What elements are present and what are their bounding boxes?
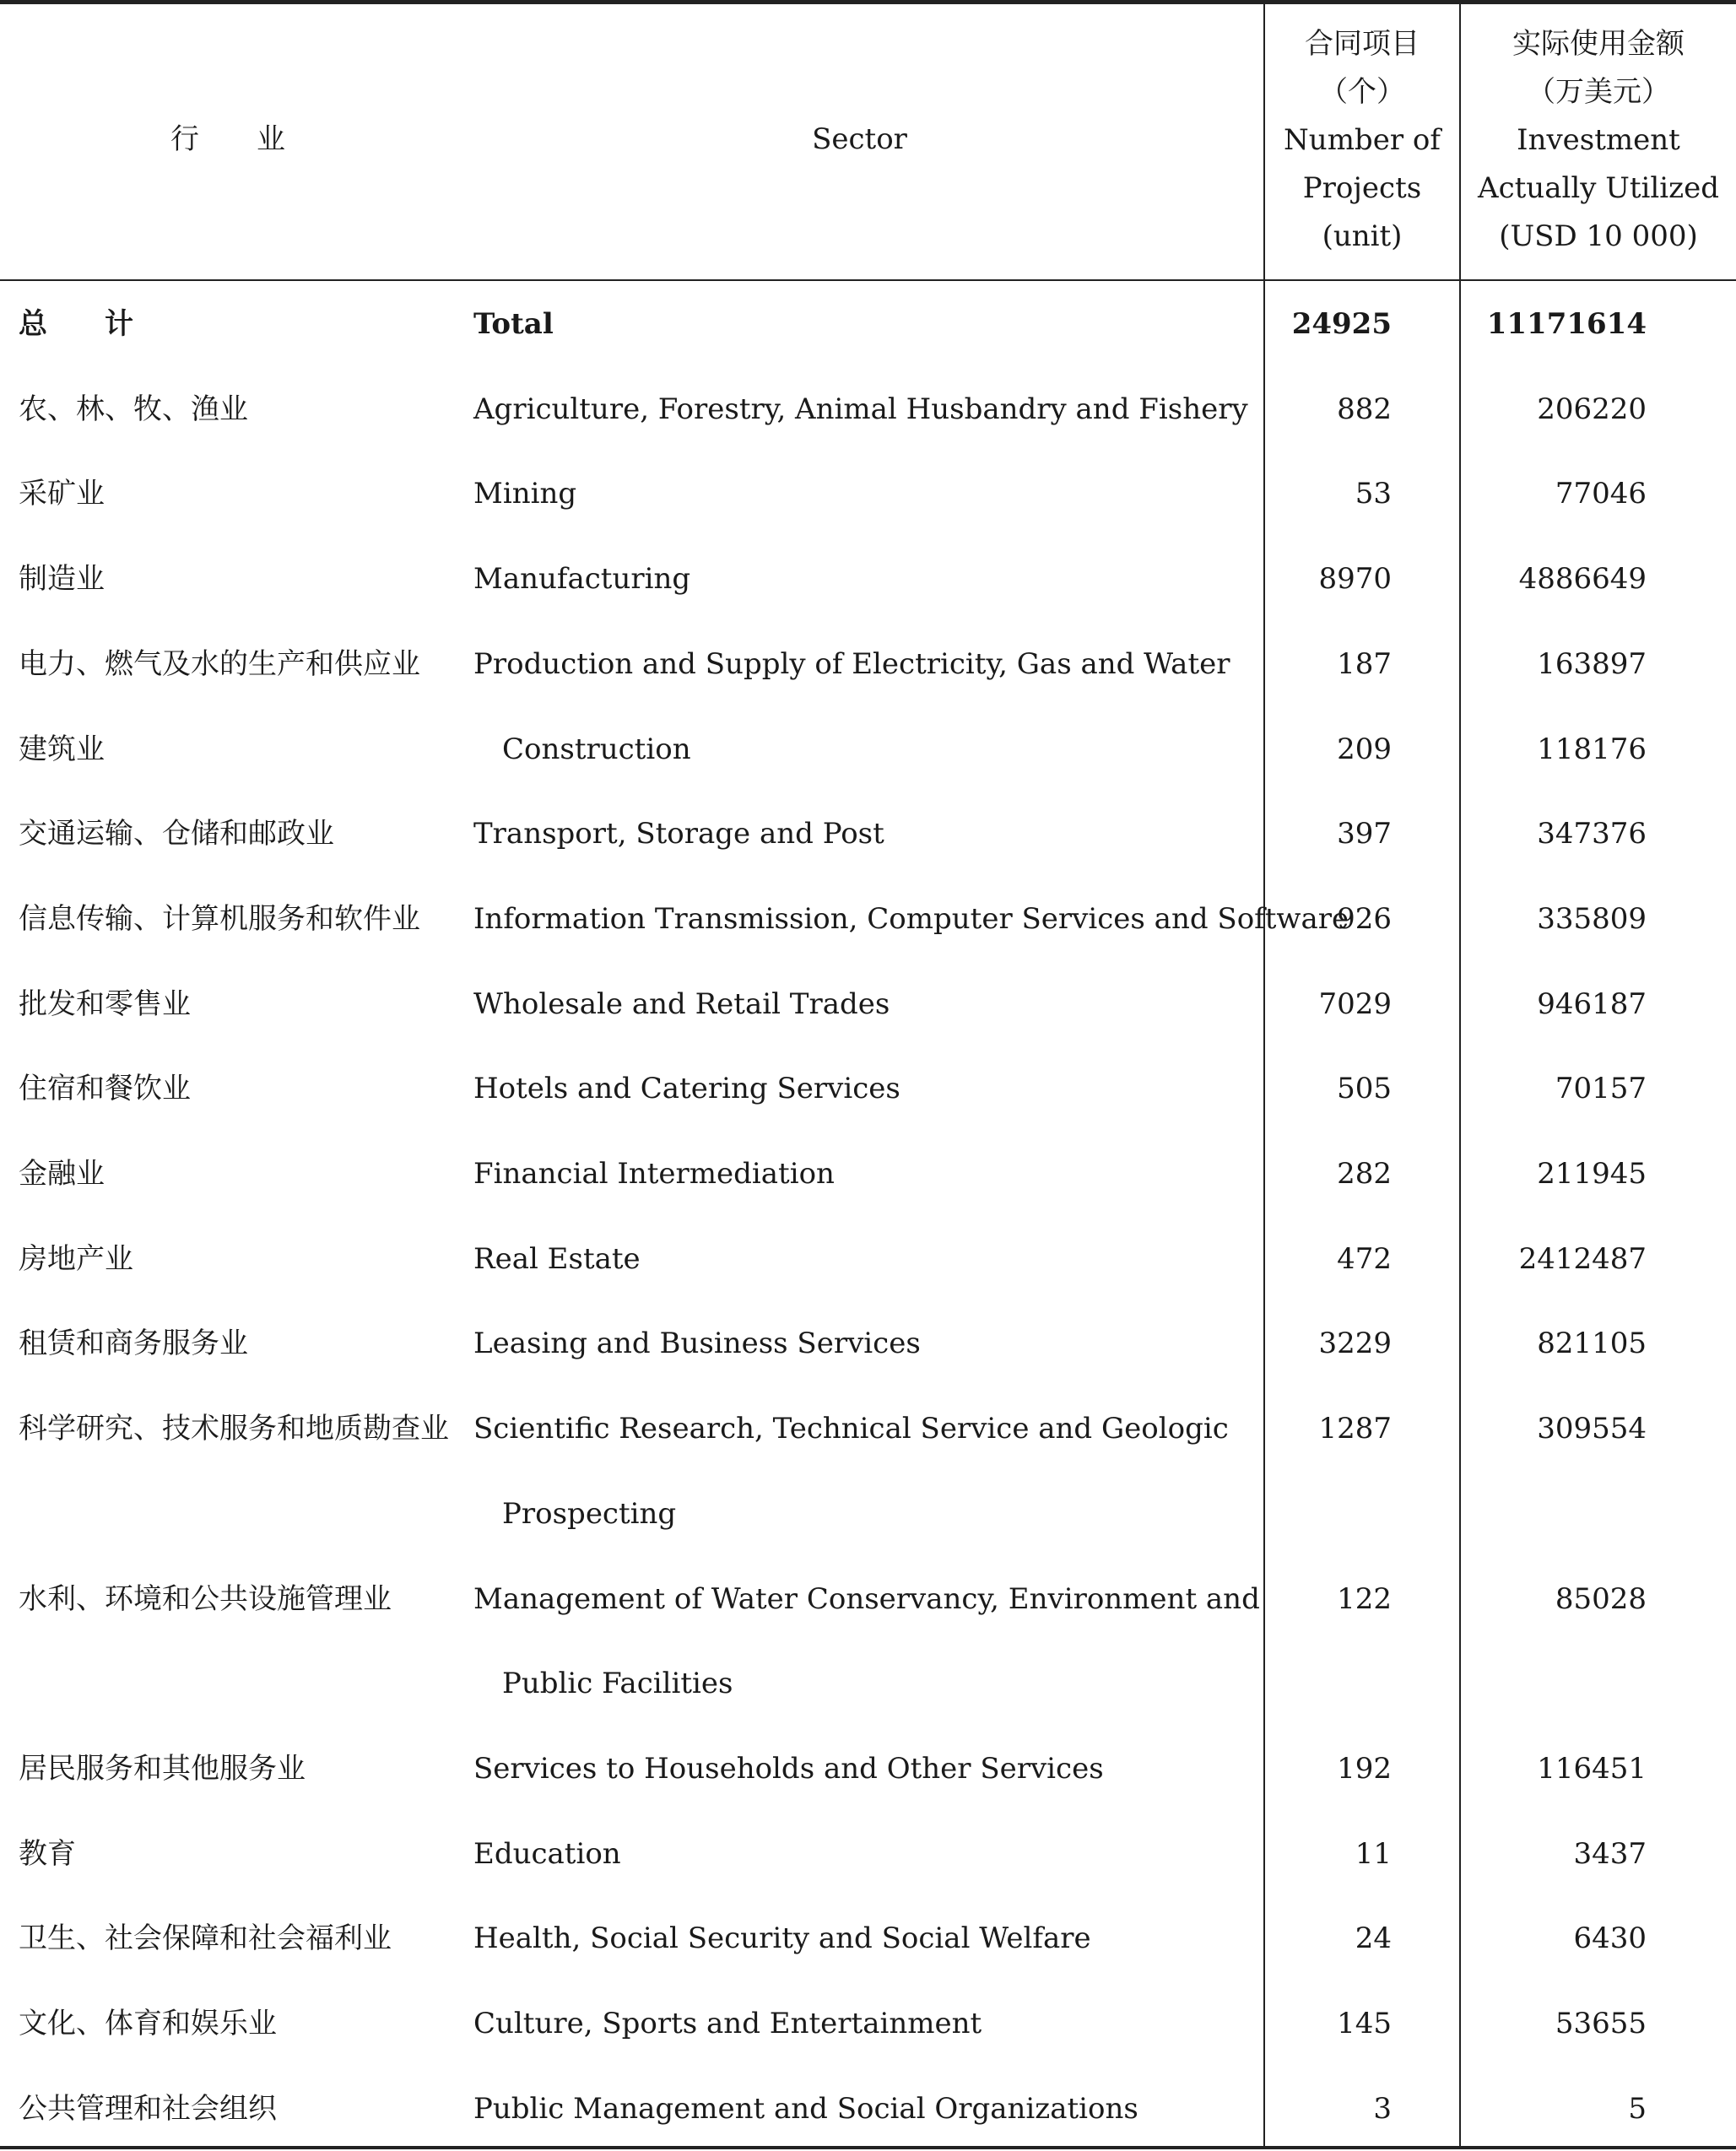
investment-cell: 2412487 [1518,1241,1647,1276]
industry-cn-cell: 教育 [19,1836,76,1871]
industry-cn-cell: 公共管理和社会组织 [19,2091,277,2126]
projects-cell: 397 [1337,817,1392,851]
header-investment: 实际使用金额 （万美元） Investment Actually Utilized (USD 10 000) [1478,27,1719,253]
investment-cell: 53655 [1555,2007,1647,2040]
projects-cell: 1287 [1318,1412,1392,1446]
industry-cn-cell: 采矿业 [19,477,105,511]
investment-cell: 116451 [1537,1751,1647,1786]
investment-cell: 70157 [1555,1072,1647,1106]
top-rule [0,0,1736,4]
projects-cell: 24 [1355,1921,1392,1956]
header-rule [0,279,1736,281]
industry-cn-cell: 文化、体育和娱乐业 [19,2007,277,2040]
investment-cell: 6430 [1573,1921,1647,1956]
bottom-rule [0,2146,1736,2149]
header-projects: 合同项目 （个） Number of Projects (unit) [1284,27,1441,253]
projects-cell: 122 [1337,1581,1392,1616]
sector-en-cell: Real Estate [473,1241,641,1276]
industry-cn-cell: 信息传输、计算机服务和软件业 [19,901,420,936]
projects-cell: 145 [1337,2007,1392,2040]
projects-cell: 192 [1337,1751,1392,1786]
investment-cell: 4886649 [1518,562,1647,597]
investment-cell: 85028 [1555,1581,1647,1616]
investment-cell: 211945 [1537,1157,1647,1191]
projects-cell: 187 [1337,646,1392,681]
investment-cell: 3437 [1573,1836,1647,1871]
industry-cn-cell: 建筑业 [19,732,105,766]
sector-en-cell: Culture, Sports and Entertainment [473,2007,982,2040]
sector-en-cell: Total [473,307,554,341]
investment-cell: 946187 [1537,986,1647,1021]
projects-cell: 3 [1373,2091,1392,2126]
header-sector: Sector [812,122,907,156]
projects-cell: 882 [1337,392,1392,426]
sector-en-cell: Public Facilities [502,1667,733,1701]
sector-en-cell: Agriculture, Forestry, Animal Husbandry and Fishery [473,392,1248,426]
industry-cn-cell: 金融业 [19,1157,105,1191]
investment-cell: 163897 [1537,646,1647,681]
industry-cn-cell: 科学研究、技术服务和地质勘查业 [19,1412,449,1446]
projects-cell: 24925 [1291,307,1392,341]
projects-cell: 505 [1337,1072,1392,1106]
sector-en-cell: Public Management and Social Organizations [473,2091,1138,2126]
investment-cell: 11171614 [1486,307,1647,341]
sector-en-cell: Management of Water Conservancy, Environment and [473,1581,1260,1616]
industry-cn-cell: 租赁和商务服务业 [19,1327,248,1361]
industry-cn-cell: 制造业 [19,562,105,597]
industry-cn-cell: 居民服务和其他服务业 [19,1751,306,1786]
investment-cell: 347376 [1537,817,1647,851]
sector-en-cell: Wholesale and Retail Trades [473,986,890,1021]
sector-en-cell: Construction [502,732,691,766]
projects-cell: 7029 [1318,986,1392,1021]
sector-en-cell: Health, Social Security and Social Welfare [473,1921,1091,1956]
investment-cell: 5 [1628,2091,1647,2126]
industry-cn-cell: 总 计 [19,307,133,341]
sector-en-cell: Hotels and Catering Services [473,1072,900,1106]
investment-cell: 118176 [1537,732,1647,766]
industry-cn-cell: 农、林、牧、渔业 [19,392,248,426]
sector-en-cell: Financial Intermediation [473,1157,835,1191]
projects-cell: 209 [1337,732,1392,766]
industry-cn-cell: 住宿和餐饮业 [19,1072,191,1106]
projects-cell: 926 [1337,901,1392,936]
sector-en-cell: Leasing and Business Services [473,1327,921,1361]
investment-cell: 206220 [1537,392,1647,426]
industry-cn-cell: 电力、燃气及水的生产和供应业 [19,646,420,681]
sector-en-cell: Scientific Research, Technical Service and Geologic [473,1412,1229,1446]
industry-cn-cell: 卫生、社会保障和社会福利业 [19,1921,392,1956]
sector-en-cell: Education [473,1836,621,1871]
industry-cn-cell: 房地产业 [19,1241,133,1276]
investment-cell: 309554 [1537,1412,1647,1446]
projects-cell: 282 [1337,1157,1392,1191]
sector-en-cell: Services to Households and Other Services [473,1751,1104,1786]
sector-en-cell: Mining [473,477,577,511]
sector-en-cell: Prospecting [502,1496,677,1531]
header-industry: 行 业 [170,122,285,156]
sector-en-cell: Production and Supply of Electricity, Gas and Water [473,646,1230,681]
investment-cell: 335809 [1537,901,1647,936]
projects-cell: 472 [1337,1241,1392,1276]
sector-en-cell: Information Transmission, Computer Services and Software [473,901,1349,936]
projects-cell: 8970 [1318,562,1392,597]
industry-cn-cell: 批发和零售业 [19,986,191,1021]
projects-cell: 11 [1355,1836,1392,1871]
sector-en-cell: Transport, Storage and Post [473,817,884,851]
investment-cell: 77046 [1555,477,1647,511]
industry-cn-cell: 交通运输、仓储和邮政业 [19,817,334,851]
projects-cell: 53 [1355,477,1392,511]
sector-en-cell: Manufacturing [473,562,691,597]
industry-cn-cell: 水利、环境和公共设施管理业 [19,1581,392,1616]
investment-cell: 821105 [1537,1327,1647,1361]
projects-cell: 3229 [1318,1327,1392,1361]
